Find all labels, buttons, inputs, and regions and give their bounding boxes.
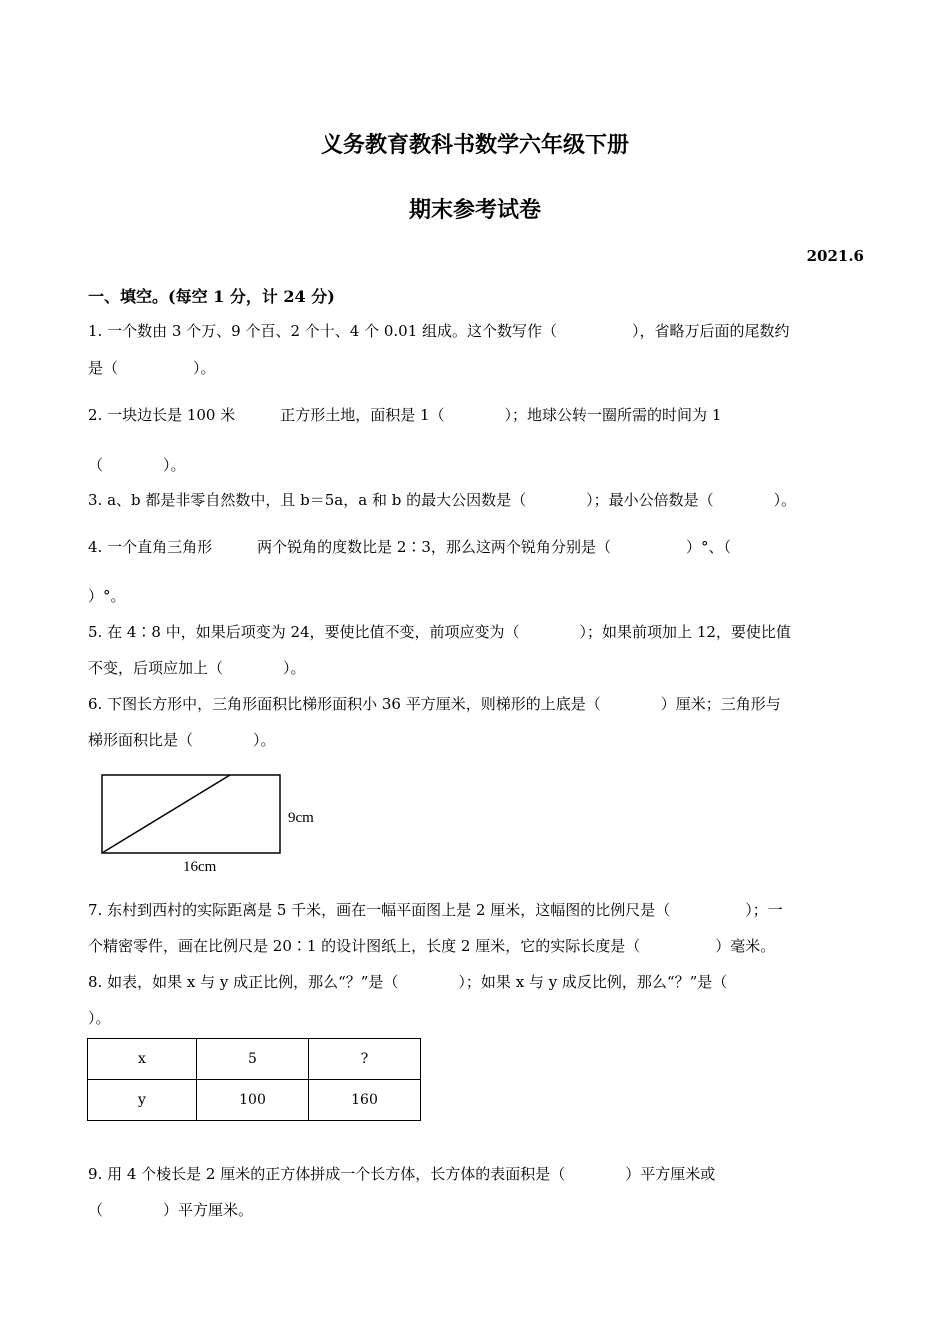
- rectangle-outline: [102, 775, 280, 853]
- table-cell: 5: [197, 1039, 309, 1080]
- table-cell: ?: [309, 1039, 421, 1080]
- question-3-line-1: 3. a、b 都是非零自然数中，且 b＝5a，a 和 b 的最大公因数是（ ）；最小公倍数是（ ）。: [88, 491, 797, 509]
- question-4-line-1: 4. 一个直角三角形 两个锐角的度数比是 2∶3，那么这两个锐角分别是（ ）°、（: [88, 538, 731, 556]
- diagonal-line: [102, 775, 230, 853]
- question-5-line-1: 5. 在 4∶8 中，如果后项变为 24，要使比值不变，前项应变为（ ）；如果前项加上 12，要使比值: [88, 623, 791, 641]
- question-1-line-1: 1. 一个数由 3 个万、9 个百、2 个十、4 个 0.01 组成。这个数写作（ ），省略万后面的尾数约: [88, 322, 790, 340]
- question-5-line-2: 不变，后项应加上（ ）。: [88, 659, 306, 677]
- table-cell: 100: [197, 1080, 309, 1121]
- question-4-line-2: ）°。: [88, 587, 126, 605]
- table-cell: 160: [309, 1080, 421, 1121]
- exam-date: 2021.6: [806, 247, 864, 265]
- question-9-line-2: （ ）平方厘米。: [88, 1201, 254, 1219]
- section-heading: 一、填空。(每空 1 分，计 24 分): [88, 287, 335, 306]
- exam-subtitle: 期末参考试卷: [408, 197, 541, 223]
- question-6-line-1: 6. 下图长方形中，三角形面积比梯形面积小 36 平方厘米，则梯形的上底是（ ）厘米；三角形与: [88, 695, 781, 713]
- question-7-line-1: 7. 东村到西村的实际距离是 5 千米，画在一幅平面图上是 2 厘米，这幅图的比例尺是（ ）；一: [88, 901, 783, 919]
- table-row: [88, 1080, 421, 1121]
- rectangle-figure: [98, 768, 338, 878]
- table-cell: y: [88, 1080, 197, 1121]
- question-1-line-2: 是（ ）。: [88, 359, 216, 377]
- question-8-line-2: ）。: [88, 1009, 111, 1027]
- question-7-line-2: 个精密零件，画在比例尺是 20∶1 的设计图纸上，长度 2 厘米，它的实际长度是（ ）毫米。: [88, 937, 776, 955]
- table-cell: x: [88, 1039, 197, 1080]
- exam-title: 义务教育教科书数学六年级下册: [320, 132, 629, 158]
- table-row: [88, 1039, 421, 1080]
- question-2-line-1: 2. 一块边长是 100 米 正方形土地，面积是 1（ ）；地球公转一圈所需的时间为 1: [88, 406, 722, 424]
- question-9-line-1: 9. 用 4 个棱长是 2 厘米的正方体拼成一个长方体，长方体的表面积是（ ）平方厘米或: [88, 1165, 716, 1183]
- question-6-line-2: 梯形面积比是（ ）。: [88, 731, 276, 749]
- xy-table: [87, 1038, 421, 1121]
- question-2-line-2: （ ）。: [88, 456, 186, 474]
- width-label: 16cm: [183, 859, 217, 875]
- question-8-line-1: 8. 如表，如果 x 与 y 成正比例，那么“？”是（ ）；如果 x 与 y 成反比例，那么“？”是（: [88, 973, 728, 991]
- height-label: 9cm: [288, 810, 314, 826]
